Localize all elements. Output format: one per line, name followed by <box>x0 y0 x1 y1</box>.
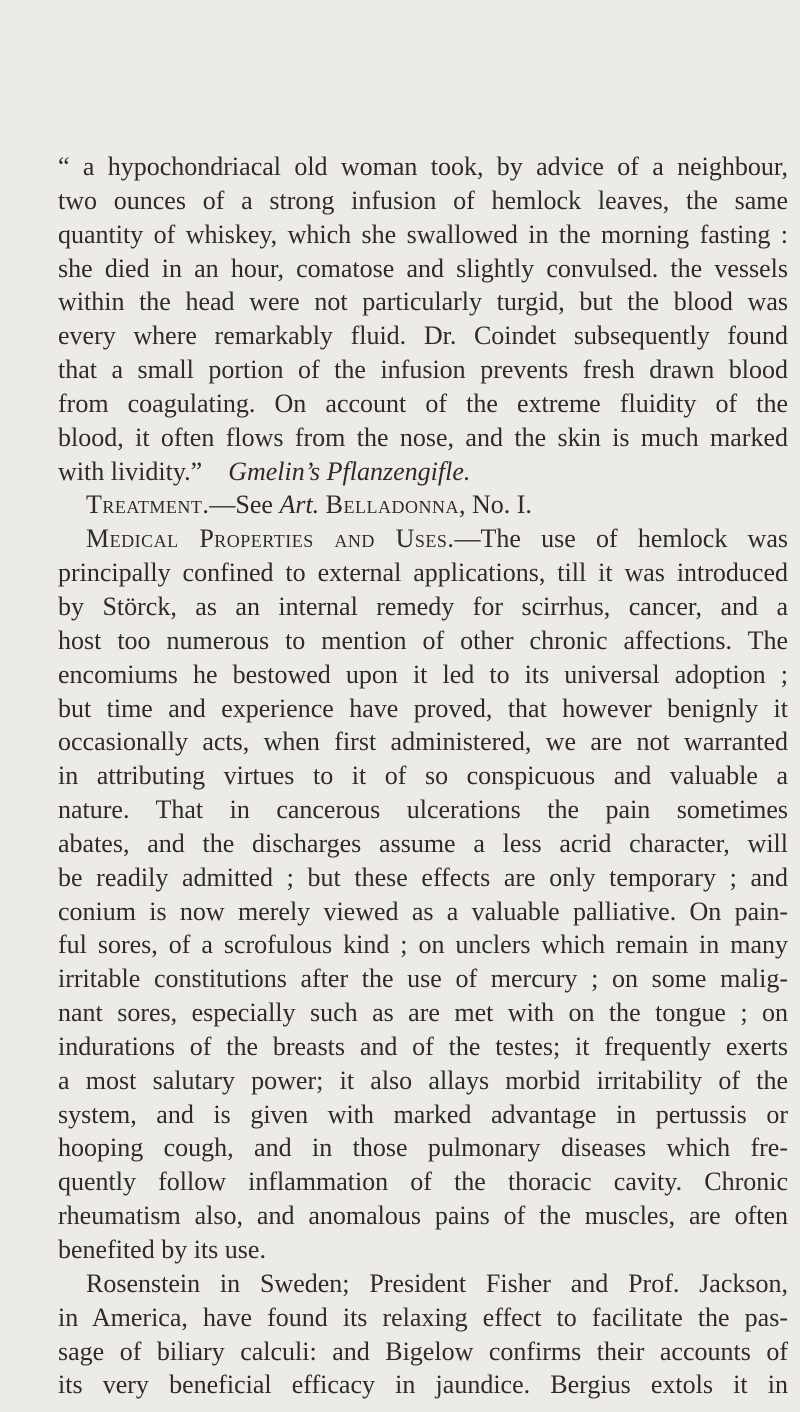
text-line: irritable constitutions after the use of mercury ; on some malig- <box>58 964 788 994</box>
medical-first-text: —The use of hemlock was <box>454 524 788 554</box>
text-line: abates, and the discharges assume a less acrid character, will <box>58 828 788 858</box>
treatment-line <box>58 488 788 522</box>
text-line: nature. That in cancerous ulcerations the pain sometimes <box>58 795 788 825</box>
quote-end: with lividity.” <box>58 456 203 486</box>
text-line: rheumatism also, and anomalous pains of the muscles, are often <box>58 1201 788 1231</box>
treatment-text: —See <box>209 490 280 520</box>
text-line: “ a hypochondriacal old woman took, by advice of a neighbour, <box>58 152 788 181</box>
text-line: its very beneficial efficacy in jaundice. Bergius extols it in <box>58 1370 788 1400</box>
text-line: blood, it often flows from the nose, and the skin is much marked <box>58 422 788 452</box>
medical-heading-line <box>58 522 788 556</box>
text-line: that a small portion of the infusion prevents fresh drawn blood <box>58 355 788 385</box>
text-line: a most salutary power; it also allays morbid irritability of the <box>58 1065 788 1095</box>
citation: Gmelin’s Pflanzengifle. <box>228 456 471 486</box>
text-line: in America, have found its relaxing effect to facilitate the pas- <box>58 1302 788 1332</box>
text-line: system, and is given with marked advantage in pertussis or <box>58 1099 788 1129</box>
text-line: ful sores, of a scrofulous kind ; on unclers which remain in many <box>58 930 788 960</box>
text-line: within the head were not particularly turgid, but the blood was <box>58 287 788 317</box>
text-line: conium is now merely viewed as a valuable palliative. On pain- <box>58 896 788 926</box>
text-line: sage of biliary calculi: and Bigelow confirms their accounts of <box>58 1336 788 1366</box>
text-line: occasionally acts, when first administered, we are not warranted <box>58 727 788 757</box>
text-line: host too numerous to mention of other chronic affections. The <box>58 625 788 655</box>
treatment-ref-name: Belladonna <box>325 490 459 520</box>
treatment-ref-no: , No. I. <box>459 490 532 520</box>
text-line: she died in an hour, comatose and slightly convulsed. the vessels <box>58 253 788 283</box>
text-line: two ounces of a strong infusion of hemlock leaves, the same <box>58 185 788 215</box>
text-line: principally confined to external applications, till it was introduced <box>58 558 788 588</box>
text-line: benefited by its use. <box>58 1235 266 1264</box>
text-line: Rosenstein in Sweden; President Fisher and Prof. Jackson, <box>86 1268 788 1298</box>
body-text <box>58 150 788 1402</box>
text-line: quantity of whiskey, which she swallowed in the morning fasting : <box>58 219 788 249</box>
text-line: quently follow inflammation of the thoracic cavity. Chronic <box>58 1167 788 1197</box>
text-line: in attributing virtues to it of so conspicuous and valuable a <box>58 761 788 791</box>
text-line: be readily admitted ; but these effects are only temporary ; and <box>58 862 788 892</box>
treatment-ref-art: Art. <box>279 490 320 520</box>
text-line: encomiums he bestowed upon it led to its universal adoption ; <box>58 659 788 689</box>
citation-line <box>58 455 788 489</box>
medical-heading: Medical Properties and Uses. <box>86 524 455 554</box>
text-line: but time and experience have proved, that however benignly it <box>58 693 788 723</box>
text-line: from coagulating. On account of the extreme fluidity of the <box>58 388 788 418</box>
text-line: hooping cough, and in those pulmonary diseases which fre- <box>58 1133 788 1163</box>
text-line: nant sores, especially such as are met with on the tongue ; on <box>58 998 788 1028</box>
text-line: indurations of the breasts and of the testes; it frequently exerts <box>58 1031 788 1061</box>
text-line: every where remarkably fluid. Dr. Coindet subsequently found <box>58 321 788 351</box>
text-line: by Störck, as an internal remedy for scirrhus, cancer, and a <box>58 591 788 621</box>
treatment-heading: Treatment. <box>86 490 210 520</box>
